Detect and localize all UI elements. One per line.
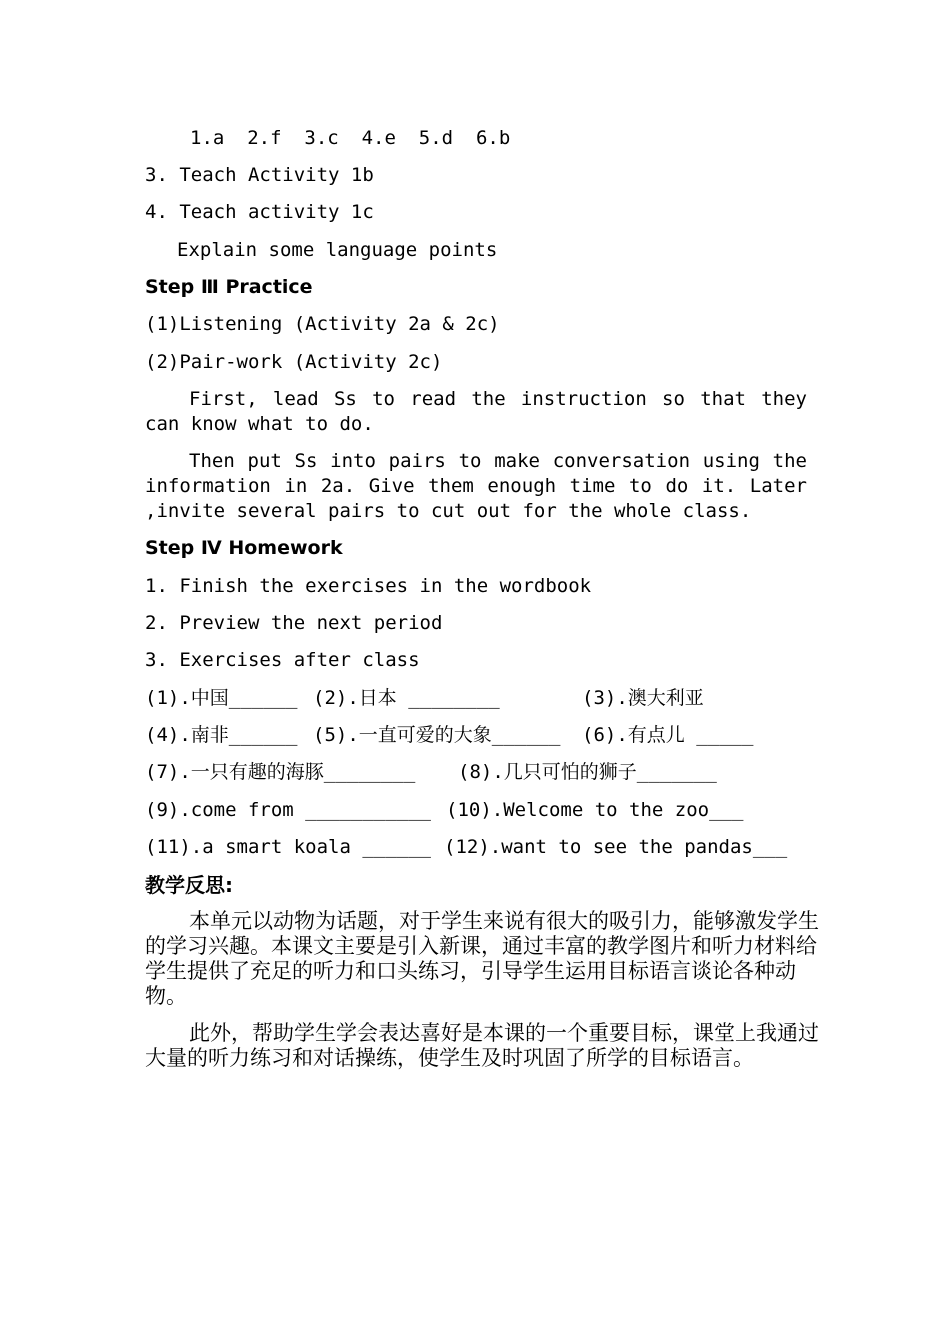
step3-heading: Step Ⅲ Practice <box>145 276 313 298</box>
teach-activity-1b: 3. Teach Activity 1b <box>145 164 374 186</box>
answer-key: 1.a 2.f 3.c 4.e 5.d 6.b <box>190 127 511 149</box>
exercise-3: (3).澳大利亚 <box>582 687 704 709</box>
pair-work-paragraph-1: First, lead Ss to read the instruction so that they can know what to do. <box>145 388 807 435</box>
exercise-7: (7).一只有趣的海豚________ <box>145 761 416 783</box>
teach-activity-1c: 4. Teach activity 1c <box>145 201 374 223</box>
exercise-4: (4).南非______ <box>145 724 298 746</box>
exercise-5: (5).一直可爱的大象______ <box>313 724 561 746</box>
reflection-heading: 教学反思: <box>145 873 233 897</box>
exercise-2: (2).日本 ________ <box>313 687 500 709</box>
exercise-9: (9).come from ___________ <box>145 799 431 821</box>
explain-language-points: Explain some language points <box>177 239 498 261</box>
practice-listening: (1)Listening (Activity 2a & 2c) <box>145 313 500 335</box>
reflection-paragraph-2: 此外，帮助学生学会表达喜好是本课的一个重要目标，课堂上我通过大量的听力练习和对话操练，使学生及时巩固了所学的目标语言。 <box>145 1021 819 1070</box>
exercise-11: (11).a smart koala ______ <box>145 836 431 858</box>
exercise-6: (6).有点儿 _____ <box>582 724 754 746</box>
pair-work-paragraph-2: Then put Ss into pairs to make conversation using the information in 2a. Give them enough time to do it. Later ,invite several pairs to cut out for the whole class. <box>145 450 807 522</box>
exercise-12: (12).want to see the pandas___ <box>444 836 788 858</box>
practice-pair-work: (2)Pair-work (Activity 2c) <box>145 351 443 373</box>
step4-heading: Step Ⅳ Homework <box>145 537 343 559</box>
homework-item-1: 1. Finish the exercises in the wordbook <box>145 575 592 597</box>
exercise-8: (8).几只可怕的狮子_______ <box>458 761 717 783</box>
exercise-1: (1).中国______ <box>145 687 298 709</box>
reflection-paragraph-1: 本单元以动物为话题，对于学生来说有很大的吸引力，能够激发学生的学习兴趣。本课文主要是引入新课，通过丰富的教学图片和听力材料给学生提供了充足的听力和口头练习，引导学生运用目标语言谈论各种动物。 <box>145 909 819 1008</box>
exercise-10: (10).Welcome to the zoo___ <box>446 799 744 821</box>
homework-item-3: 3. Exercises after class <box>145 649 420 671</box>
homework-item-2: 2. Preview the next period <box>145 612 443 634</box>
